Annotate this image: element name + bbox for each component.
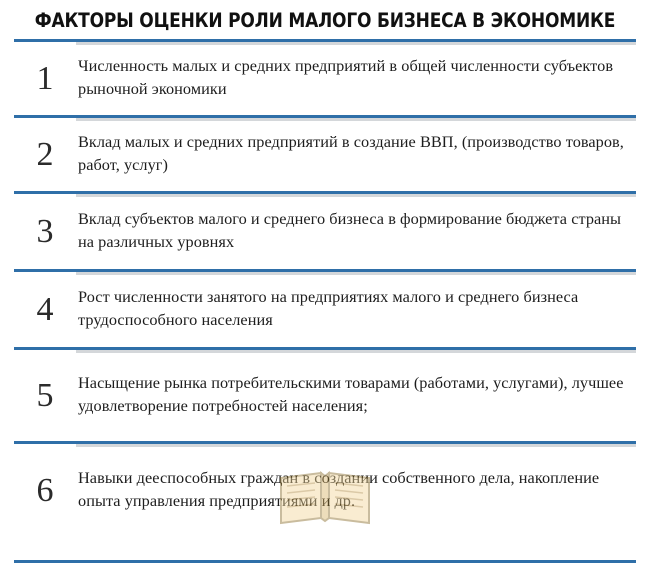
list-item — [14, 347, 636, 441]
row-divider-shadow — [76, 444, 636, 447]
row-divider-shadow — [76, 350, 636, 353]
item-number: 4 — [36, 291, 54, 329]
item-number: 5 — [36, 377, 54, 415]
item-number: 2 — [36, 136, 54, 174]
row-divider-shadow — [76, 194, 636, 197]
item-number: 3 — [36, 213, 54, 251]
bottom-divider — [14, 560, 636, 563]
item-text: Навыки дееспособных граждан в создании собственного дела, накопление опыта управления предприятиями и др. — [78, 468, 600, 511]
item-number: 1 — [36, 60, 54, 98]
page-title: ФАКТОРЫ ОЦЕНКИ РОЛИ МАЛОГО БИЗНЕСА В ЭКОНОМИКЕ — [34, 9, 616, 32]
list-item — [14, 269, 636, 347]
list-item — [14, 441, 636, 537]
factor-list — [0, 39, 650, 537]
item-text: Насыщение рынка потребительскими товарами (работами, услугами), лучшее удовлетворение потребностей населения; — [78, 373, 624, 416]
row-divider-shadow — [76, 118, 636, 121]
list-item — [14, 39, 636, 115]
list-item — [14, 191, 636, 269]
row-divider-shadow — [76, 272, 636, 275]
item-number: 6 — [36, 472, 54, 510]
item-text: Вклад субъектов малого и среднего бизнеса в формирование бюджета страны на различных уровнях — [78, 209, 622, 252]
item-text: Вклад малых и средних предприятий в создание ВВП, (производство товаров, работ, услуг) — [78, 132, 624, 175]
row-divider-shadow — [76, 42, 636, 45]
list-item — [14, 115, 636, 191]
item-text: Рост численности занятого на предприятиях малого и среднего бизнеса трудоспособного населения — [78, 287, 579, 330]
item-text: Численность малых и средних предприятий в общей численности субъектов рыночной экономики — [78, 56, 614, 99]
